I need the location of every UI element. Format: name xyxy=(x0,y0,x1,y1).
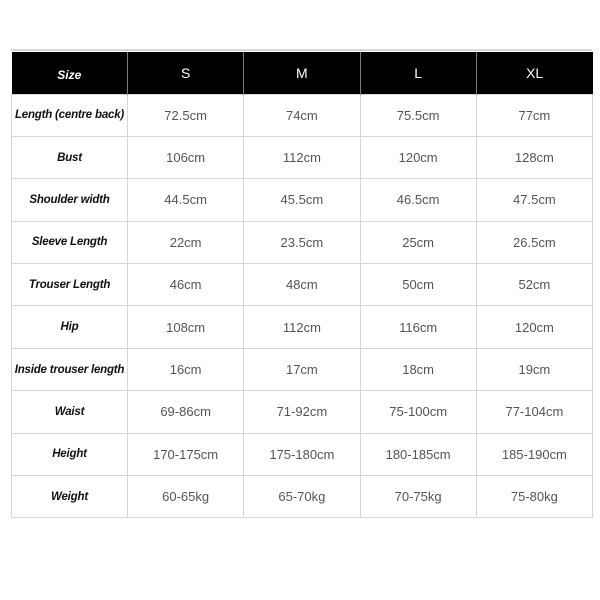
header-m: M xyxy=(244,52,360,94)
table-cell: 25cm xyxy=(360,221,476,263)
table-cell: 77cm xyxy=(476,94,592,136)
row-label: Weight xyxy=(12,476,128,518)
table-cell: 74cm xyxy=(244,94,360,136)
table-cell: 69-86cm xyxy=(128,391,244,433)
row-label: Height xyxy=(12,433,128,475)
table-cell: 112cm xyxy=(244,136,360,178)
table-cell: 65-70kg xyxy=(244,476,360,518)
table-cell: 108cm xyxy=(128,306,244,348)
row-label: Shoulder width xyxy=(12,179,128,221)
table-cell: 128cm xyxy=(476,136,592,178)
table-header xyxy=(12,52,593,94)
row-label: Trouser Length xyxy=(12,264,128,306)
table-cell: 70-75kg xyxy=(360,476,476,518)
header-s: S xyxy=(128,52,244,94)
table-cell: 46cm xyxy=(128,264,244,306)
table-cell: 60-65kg xyxy=(128,476,244,518)
table-cell: 120cm xyxy=(476,306,592,348)
table-cell: 77-104cm xyxy=(476,391,592,433)
table-cell: 52cm xyxy=(476,264,592,306)
table-cell: 48cm xyxy=(244,264,360,306)
top-divider xyxy=(11,49,592,51)
table-row xyxy=(12,348,593,390)
table-cell: 175-180cm xyxy=(244,433,360,475)
row-label: Waist xyxy=(12,391,128,433)
table-cell: 71-92cm xyxy=(244,391,360,433)
table-row xyxy=(12,136,593,178)
row-label: Inside trouser length xyxy=(12,348,128,390)
table-cell: 44.5cm xyxy=(128,179,244,221)
table-row xyxy=(12,306,593,348)
row-label: Hip xyxy=(12,306,128,348)
table-cell: 75.5cm xyxy=(360,94,476,136)
table-row xyxy=(12,94,593,136)
table-cell: 17cm xyxy=(244,348,360,390)
table-cell: 170-175cm xyxy=(128,433,244,475)
table-cell: 19cm xyxy=(476,348,592,390)
table-cell: 106cm xyxy=(128,136,244,178)
table-row xyxy=(12,179,593,221)
table-cell: 50cm xyxy=(360,264,476,306)
table-cell: 112cm xyxy=(244,306,360,348)
table-cell: 185-190cm xyxy=(476,433,592,475)
table-cell: 116cm xyxy=(360,306,476,348)
header-size: Size xyxy=(12,52,128,94)
table-row xyxy=(12,433,593,475)
table-cell: 75-100cm xyxy=(360,391,476,433)
row-label: Length (centre back) xyxy=(12,94,128,136)
table-cell: 46.5cm xyxy=(360,179,476,221)
table-cell: 26.5cm xyxy=(476,221,592,263)
table-cell: 75-80kg xyxy=(476,476,592,518)
size-chart-table xyxy=(11,52,593,518)
table-cell: 47.5cm xyxy=(476,179,592,221)
header-row xyxy=(12,52,593,94)
row-label: Bust xyxy=(12,136,128,178)
table-cell: 23.5cm xyxy=(244,221,360,263)
header-xl: XL xyxy=(476,52,592,94)
table-cell: 18cm xyxy=(360,348,476,390)
table-row xyxy=(12,221,593,263)
table-cell: 180-185cm xyxy=(360,433,476,475)
table-cell: 16cm xyxy=(128,348,244,390)
table-row xyxy=(12,476,593,518)
table-cell: 120cm xyxy=(360,136,476,178)
table-cell: 72.5cm xyxy=(128,94,244,136)
table-row xyxy=(12,264,593,306)
table-cell: 22cm xyxy=(128,221,244,263)
table-body xyxy=(12,94,593,518)
row-label: Sleeve Length xyxy=(12,221,128,263)
table-row xyxy=(12,391,593,433)
header-l: L xyxy=(360,52,476,94)
table-cell: 45.5cm xyxy=(244,179,360,221)
